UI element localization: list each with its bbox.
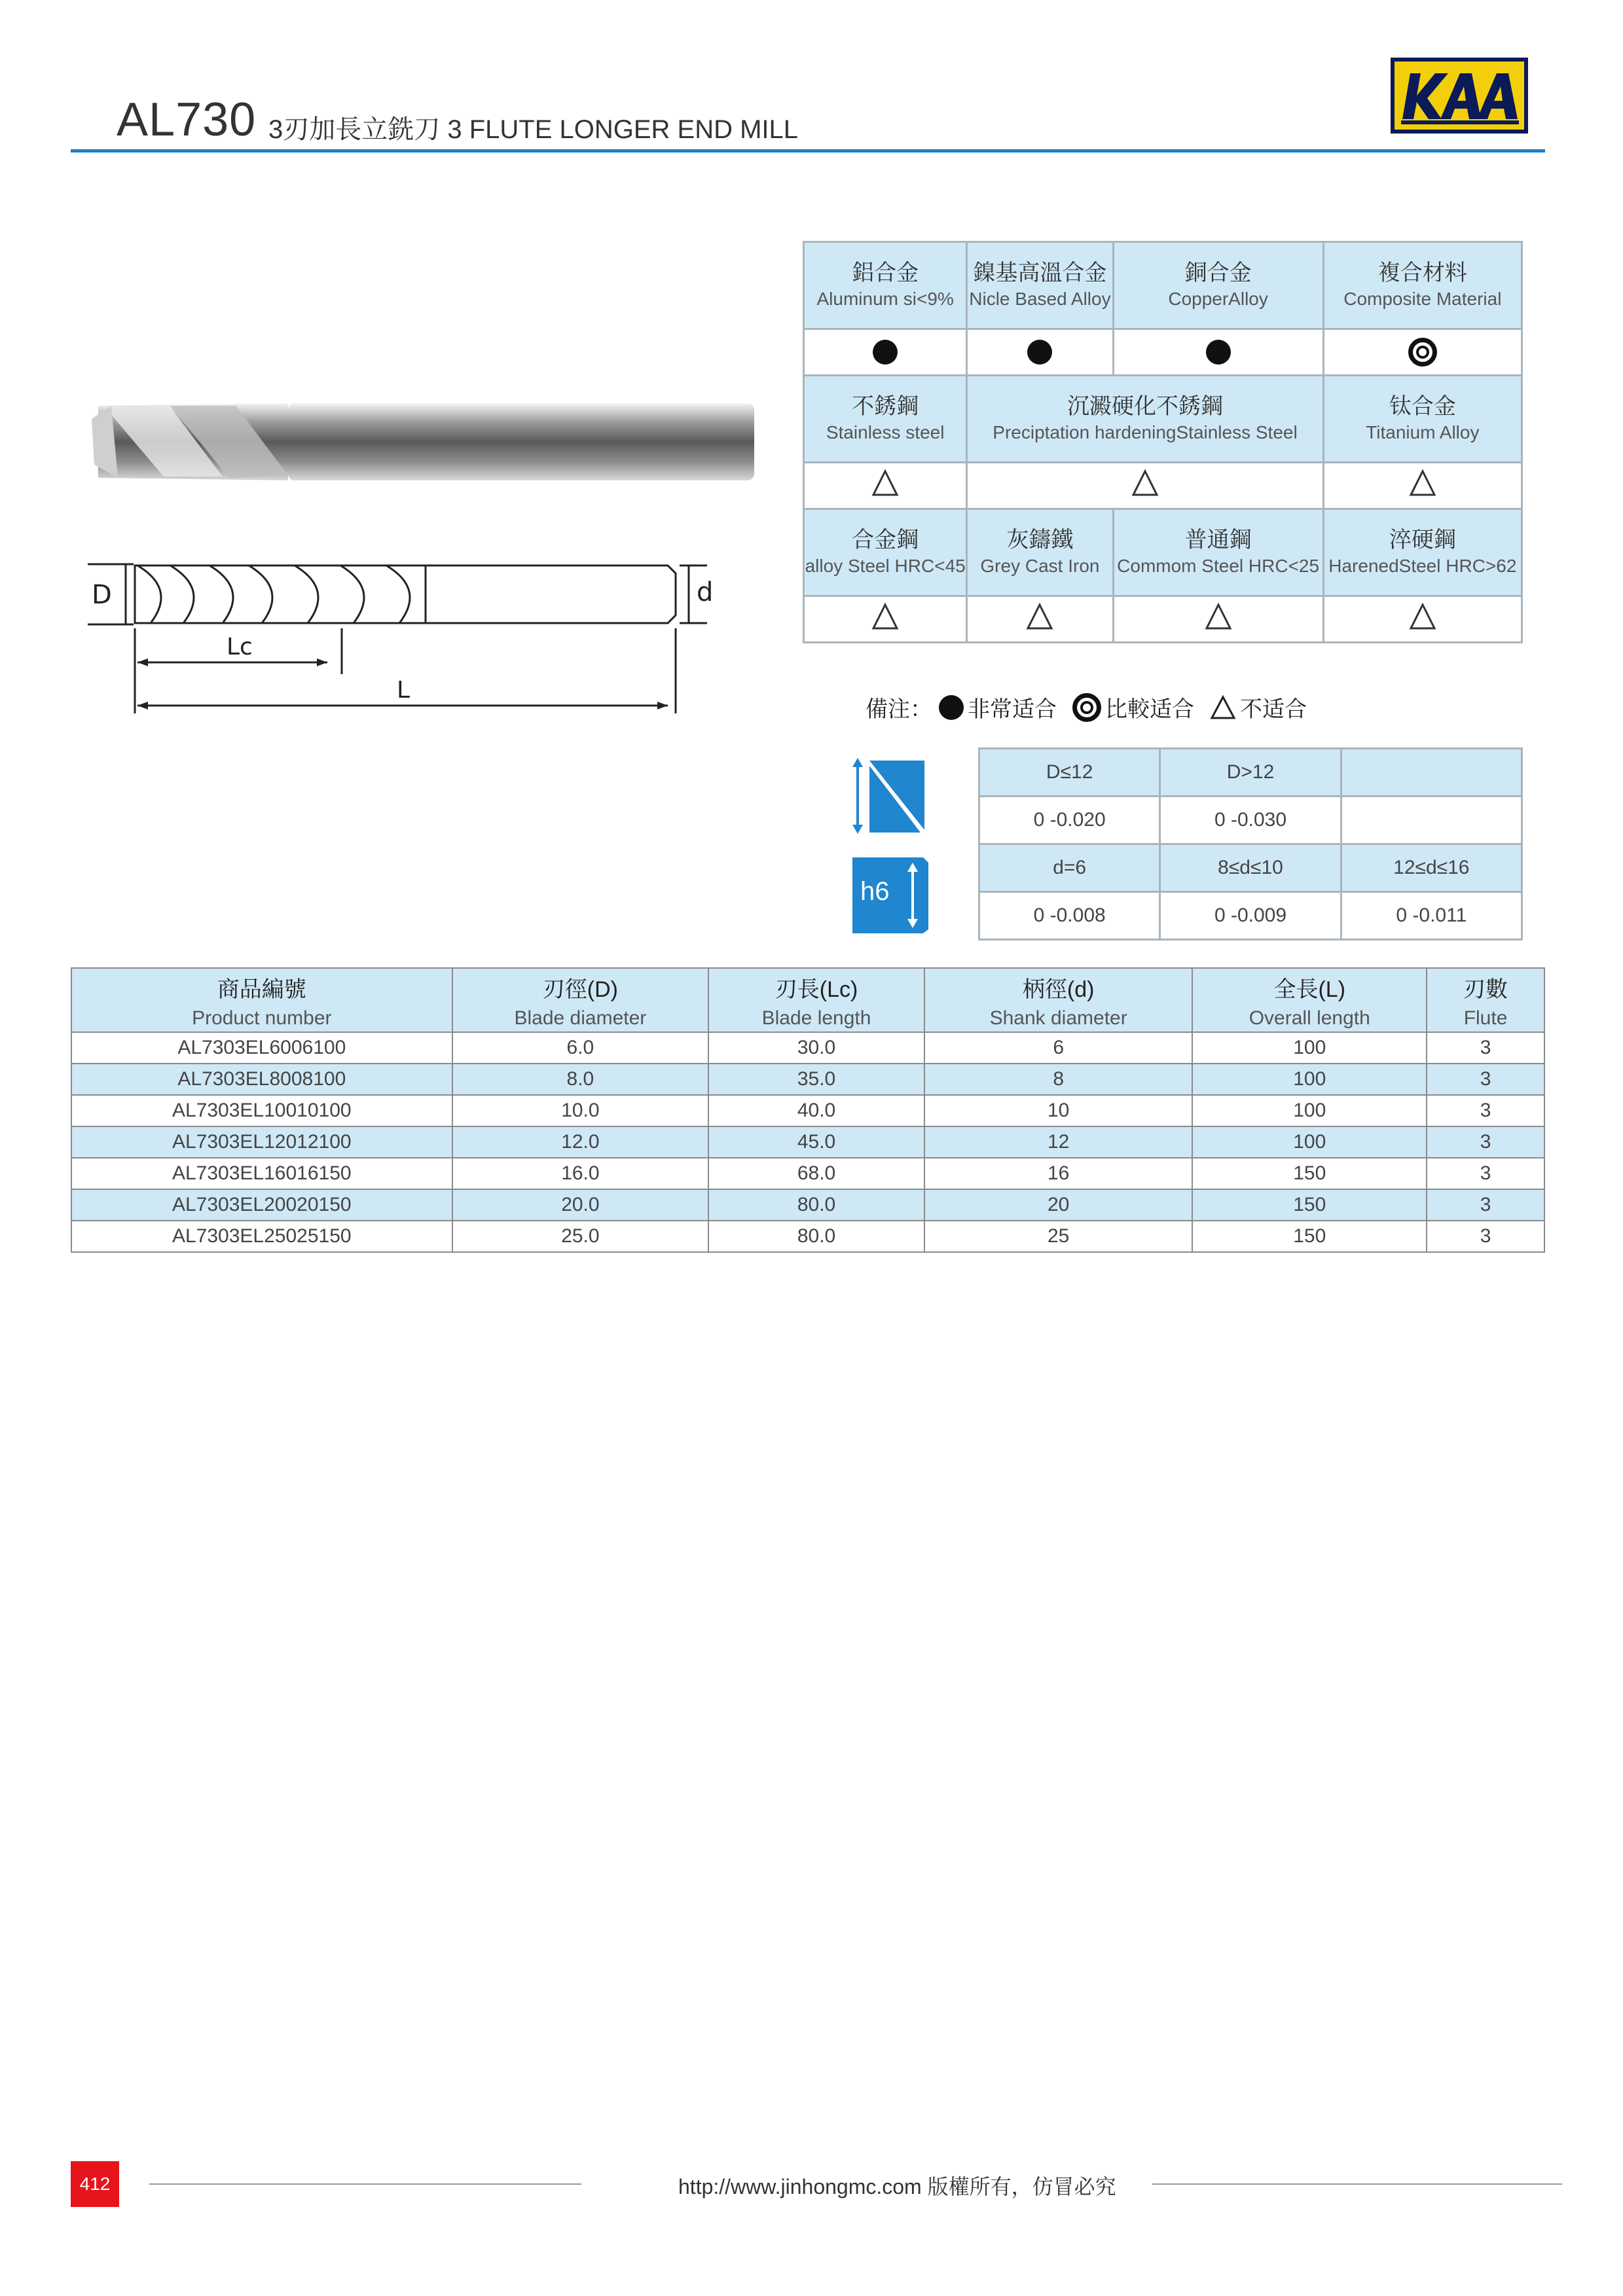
suitability-cell xyxy=(967,329,1113,376)
table-cell: 25.0 xyxy=(452,1221,709,1252)
table-cell: 45.0 xyxy=(708,1126,924,1158)
material-name-en: Aluminum si<9% xyxy=(816,289,954,309)
label-d: d xyxy=(697,577,714,607)
column-header-zh: 刃長(Lc) xyxy=(775,977,858,1002)
material-name-en: Nicle Based Alloy xyxy=(969,289,1111,309)
table-cell: AL7303EL20020150 xyxy=(71,1189,452,1221)
triangle-icon xyxy=(1210,694,1236,721)
column-header-zh: 柄徑(d) xyxy=(1022,977,1095,1002)
column-header-zh: 全長(L) xyxy=(1273,977,1346,1002)
material-name-en: alloy Steel HRC<45 xyxy=(805,556,966,576)
table-cell: 80.0 xyxy=(708,1221,924,1252)
tolerance-row xyxy=(979,749,1522,797)
suitability-cell xyxy=(804,463,967,509)
product-spec-table xyxy=(71,967,1545,1253)
ring-icon xyxy=(1408,338,1437,367)
material-cell xyxy=(1323,376,1522,463)
table-cell: 6.0 xyxy=(452,1032,709,1064)
brand-logo xyxy=(1391,58,1528,134)
page-number: 412 xyxy=(71,2161,119,2207)
material-name-zh: 淬硬鋼 xyxy=(1389,528,1456,552)
suitability-cell xyxy=(1323,463,1522,509)
table-cell: 3 xyxy=(1427,1189,1544,1221)
material-cell xyxy=(1323,509,1522,596)
dot-icon xyxy=(939,695,964,720)
table-cell: 35.0 xyxy=(708,1064,924,1095)
suitability-cell xyxy=(1113,596,1323,643)
table-row xyxy=(71,1158,1544,1189)
material-header-row xyxy=(804,509,1522,596)
tolerance-cell: 0 -0.011 xyxy=(1341,892,1522,940)
triangle-icon xyxy=(1408,469,1437,503)
suitability-cell xyxy=(967,596,1113,643)
tolerance-table xyxy=(978,747,1523,941)
column-header-en: Product number xyxy=(192,1007,332,1029)
page-title: 3刃加長立銑刀 3 FLUTE LONGER END MILL xyxy=(268,115,799,144)
table-cell: 12 xyxy=(924,1126,1193,1158)
tolerance-row xyxy=(979,844,1522,892)
dot-icon xyxy=(1027,340,1052,365)
table-cell: 150 xyxy=(1192,1221,1427,1252)
h6-tolerance-icon xyxy=(850,853,931,935)
table-row xyxy=(71,1221,1544,1252)
legend-very-suitable: 非常适合 xyxy=(968,697,1057,722)
triangle-icon xyxy=(1204,602,1233,636)
product-code: AL730 xyxy=(117,94,257,146)
table-cell: 3 xyxy=(1427,1221,1544,1252)
table-cell: 6 xyxy=(924,1032,1193,1064)
material-name-zh: 普通鋼 xyxy=(1184,528,1252,552)
table-row xyxy=(71,1032,1544,1064)
material-name-zh: 沉澱硬化不銹鋼 xyxy=(1067,394,1223,419)
table-cell: 10 xyxy=(924,1095,1193,1126)
triangle-icon xyxy=(871,469,900,503)
tolerance-cell: D≤12 xyxy=(979,749,1160,797)
material-name-en: Composite Material xyxy=(1343,289,1502,309)
triangle-icon xyxy=(1025,602,1054,636)
suitability-cell xyxy=(1113,329,1323,376)
table-cell: 20 xyxy=(924,1189,1193,1221)
suitability-cell xyxy=(804,596,967,643)
tolerance-cell: D>12 xyxy=(1160,749,1341,797)
material-symbol-row xyxy=(804,596,1522,643)
table-cell: 3 xyxy=(1427,1158,1544,1189)
material-name-en: Titanium Alloy xyxy=(1366,422,1480,442)
material-name-en: Commom Steel HRC<25 xyxy=(1117,556,1320,576)
material-name-zh: 銅合金 xyxy=(1184,260,1252,285)
table-cell: 68.0 xyxy=(708,1158,924,1189)
material-name-zh: 複合材料 xyxy=(1377,260,1467,285)
table-cell: 16 xyxy=(924,1158,1193,1189)
material-cell xyxy=(1113,242,1323,329)
material-cell xyxy=(967,376,1323,463)
tolerance-row xyxy=(979,797,1522,844)
tolerance-cell: 8≤d≤10 xyxy=(1160,844,1341,892)
table-cell: AL7303EL8008100 xyxy=(71,1064,452,1095)
column-header-en: Flute xyxy=(1463,1007,1508,1029)
table-cell: 80.0 xyxy=(708,1189,924,1221)
diameter-tolerance-icon xyxy=(848,757,927,835)
table-row xyxy=(71,1126,1544,1158)
legend-label: 備注： xyxy=(866,697,932,722)
material-name-en: Grey Cast Iron xyxy=(980,556,1100,576)
column-header xyxy=(1192,968,1427,1032)
tolerance-cell: 0 -0.030 xyxy=(1160,797,1341,844)
table-cell: AL7303EL6006100 xyxy=(71,1032,452,1064)
table-cell: 30.0 xyxy=(708,1032,924,1064)
material-cell xyxy=(967,242,1113,329)
column-header xyxy=(452,968,709,1032)
material-cell xyxy=(804,242,967,329)
tolerance-cell: 0 -0.009 xyxy=(1160,892,1341,940)
material-name-zh: 合金鋼 xyxy=(852,528,919,552)
column-header-en: Blade diameter xyxy=(514,1007,647,1029)
material-name-zh: 钛合金 xyxy=(1389,394,1456,419)
table-row xyxy=(71,1095,1544,1126)
table-cell: AL7303EL16016150 xyxy=(71,1158,452,1189)
label-D: D xyxy=(92,580,112,610)
table-cell: 3 xyxy=(1427,1032,1544,1064)
triangle-icon xyxy=(871,602,900,636)
tolerance-cell: 12≤d≤16 xyxy=(1341,844,1522,892)
end-mill-photo xyxy=(92,393,766,491)
column-header-en: Shank diameter xyxy=(989,1007,1127,1029)
table-cell: 100 xyxy=(1192,1126,1427,1158)
footer-rule-left xyxy=(149,2183,581,2185)
tolerance-cell: 0 -0.008 xyxy=(979,892,1160,940)
footer-copyright: http://www.jinhongmc.com 版權所有，仿冒必究 xyxy=(678,2175,1116,2198)
column-header-zh: 商品編號 xyxy=(217,977,306,1002)
material-cell xyxy=(1113,509,1323,596)
column-header xyxy=(924,968,1193,1032)
suitability-cell xyxy=(967,463,1323,509)
column-header-en: Overall length xyxy=(1249,1007,1370,1029)
tolerance-row xyxy=(979,892,1522,940)
material-cell xyxy=(804,509,967,596)
table-cell: 40.0 xyxy=(708,1095,924,1126)
tolerance-cell: 0 -0.020 xyxy=(979,797,1160,844)
tolerance-cell xyxy=(1341,797,1522,844)
h6-label: h6 xyxy=(860,877,890,906)
material-cell xyxy=(1323,242,1522,329)
material-cell xyxy=(967,509,1113,596)
column-header xyxy=(71,968,452,1032)
column-header xyxy=(1427,968,1544,1032)
dot-icon xyxy=(873,340,898,365)
label-Lc: Lc xyxy=(227,634,253,660)
table-cell: 100 xyxy=(1192,1095,1427,1126)
material-symbol-row xyxy=(804,463,1522,509)
tolerance-cell xyxy=(1341,749,1522,797)
material-symbol-row xyxy=(804,329,1522,376)
table-cell: 12.0 xyxy=(452,1126,709,1158)
table-cell: 100 xyxy=(1192,1032,1427,1064)
table-header-row xyxy=(71,968,1544,1032)
table-cell: 16.0 xyxy=(452,1158,709,1189)
table-cell: 150 xyxy=(1192,1158,1427,1189)
table-cell: 3 xyxy=(1427,1095,1544,1126)
material-name-zh: 不銹鋼 xyxy=(852,394,919,419)
footer-rule-right xyxy=(1152,2183,1562,2185)
column-header-zh: 刃數 xyxy=(1463,977,1508,1002)
suitability-cell xyxy=(1323,329,1522,376)
header-rule xyxy=(71,149,1545,152)
legend-suitable: 比較适合 xyxy=(1105,697,1194,722)
table-cell: 150 xyxy=(1192,1189,1427,1221)
table-cell: 3 xyxy=(1427,1126,1544,1158)
material-name-en: HarenedSteel HRC>62 xyxy=(1328,556,1517,576)
table-cell: 8 xyxy=(924,1064,1193,1095)
material-suitability-table xyxy=(803,241,1523,643)
material-name-zh: 鎳基高溫合金 xyxy=(973,260,1107,285)
table-cell: 100 xyxy=(1192,1064,1427,1095)
tolerance-cell: d=6 xyxy=(979,844,1160,892)
table-cell: 20.0 xyxy=(452,1189,709,1221)
triangle-icon xyxy=(1408,602,1437,636)
material-name-zh: 鋁合金 xyxy=(852,260,919,285)
legend xyxy=(866,691,1316,723)
table-cell: AL7303EL25025150 xyxy=(71,1221,452,1252)
legend-not-suitable: 不适合 xyxy=(1240,697,1307,722)
material-header-row xyxy=(804,242,1522,329)
material-cell xyxy=(804,376,967,463)
column-header xyxy=(708,968,924,1032)
suitability-cell xyxy=(804,329,967,376)
column-header-zh: 刃徑(D) xyxy=(542,977,618,1002)
material-header-row xyxy=(804,376,1522,463)
material-name-en: Stainless steel xyxy=(826,422,945,442)
table-cell: 25 xyxy=(924,1221,1193,1252)
table-cell: 8.0 xyxy=(452,1064,709,1095)
table-cell: 3 xyxy=(1427,1064,1544,1095)
material-name-en: Preciptation hardeningStainless Steel xyxy=(993,422,1298,442)
table-cell: 10.0 xyxy=(452,1095,709,1126)
dot-icon xyxy=(1206,340,1231,365)
dimension-drawing xyxy=(79,550,720,733)
table-row xyxy=(71,1064,1544,1095)
table-cell: AL7303EL10010100 xyxy=(71,1095,452,1126)
column-header-en: Blade length xyxy=(761,1007,871,1029)
triangle-icon xyxy=(1131,469,1159,503)
suitability-cell xyxy=(1323,596,1522,643)
material-name-en: CopperAlloy xyxy=(1168,289,1268,309)
label-L: L xyxy=(397,677,410,704)
table-cell: AL7303EL12012100 xyxy=(71,1126,452,1158)
material-name-zh: 灰鑄鐵 xyxy=(1006,528,1074,552)
table-row xyxy=(71,1189,1544,1221)
ring-icon xyxy=(1072,693,1101,722)
